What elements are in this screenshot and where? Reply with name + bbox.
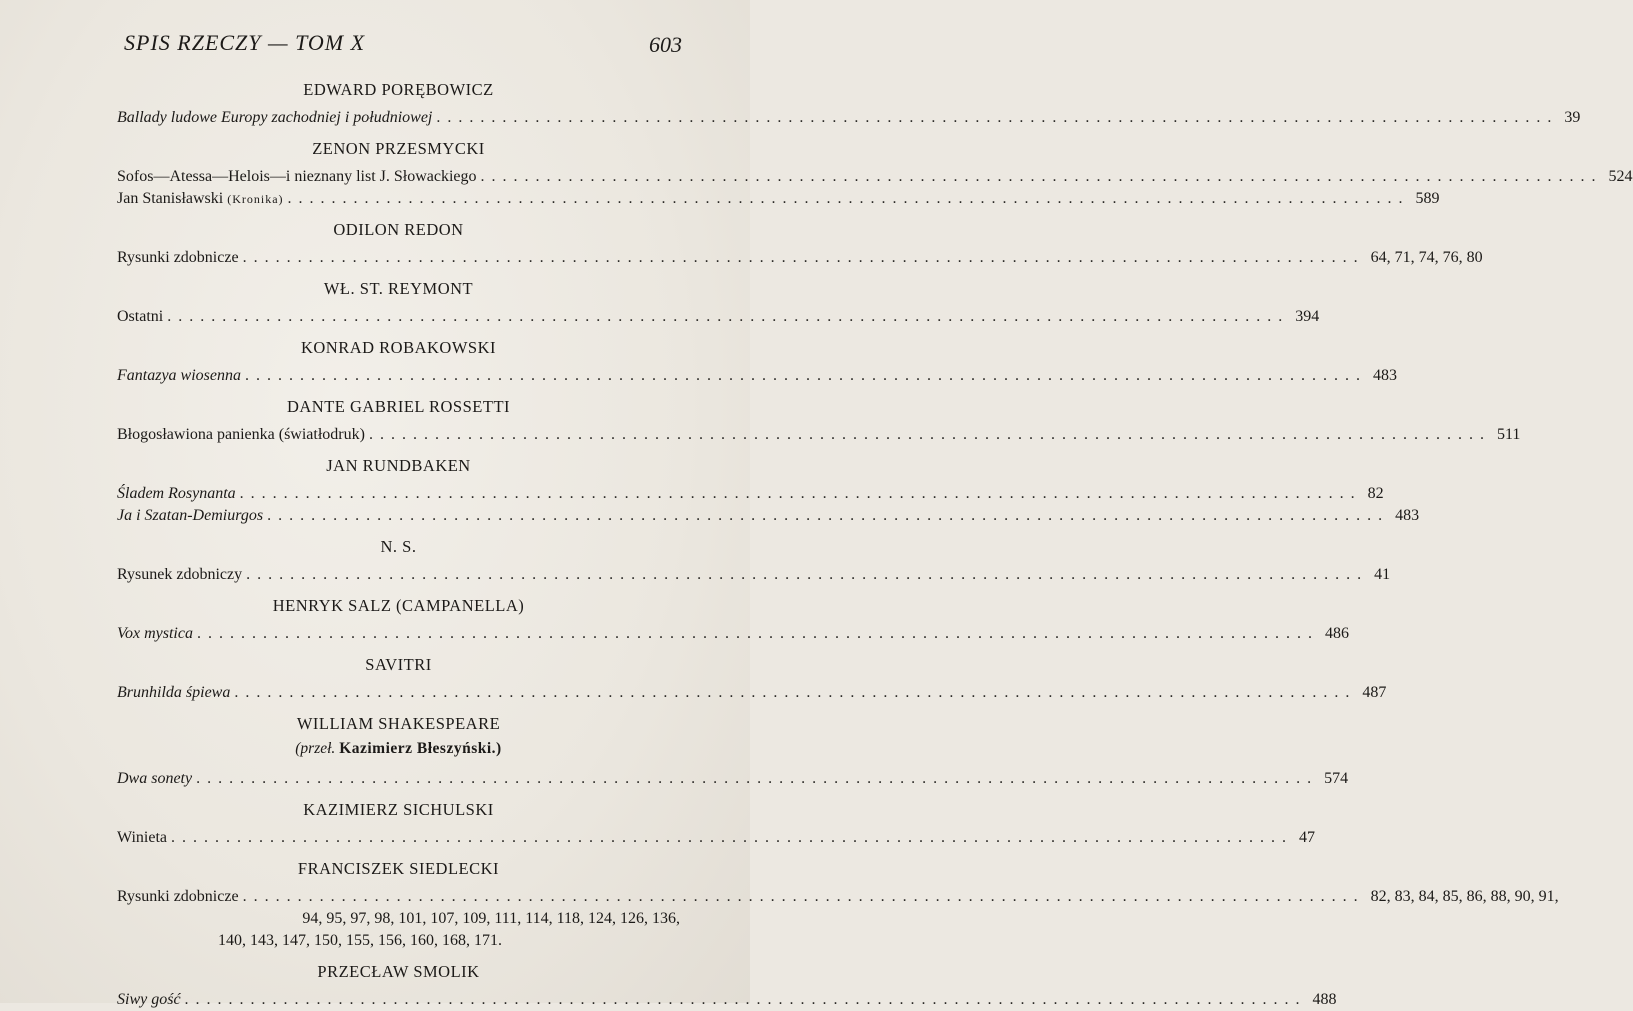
toc-entry: [117, 989, 1337, 1011]
entry-pages: 483: [1395, 507, 1420, 524]
entry-title: Rysunki zdobnicze: [117, 249, 239, 266]
author-heading: EDWARD PORĘBOWICZ: [303, 80, 494, 99]
entry-title: Dwa sonety: [117, 770, 193, 787]
dot-leader: ......................................................................................................: [196, 625, 1319, 642]
entry-title: Ja i Szatan-Demiurgos: [117, 507, 264, 524]
toc-entry: [117, 768, 1349, 790]
entry-pages: 483: [1373, 367, 1397, 384]
dot-leader: ......................................................................................................: [171, 829, 1293, 846]
pages-continuation: 140, 143, 147, 150, 155, 156, 160, 168, 171.: [218, 932, 502, 949]
author-heading: ZENON PRZESMYCKI: [312, 139, 485, 158]
toc-entry: [117, 166, 1633, 188]
author-heading: KAZIMIERZ SICHULSKI: [303, 800, 494, 819]
author-heading: DANTE GABRIEL ROSSETTI: [286, 397, 511, 416]
entry-title: Błogosławiona panienka (światłodruk): [117, 426, 365, 443]
entry-pages: 486: [1324, 625, 1349, 642]
author-heading: KONRAD ROBAKOWSKI: [300, 338, 497, 357]
toc-entry: [117, 365, 1397, 387]
toc-entry: [117, 827, 1315, 849]
translator-prefix: (przeł.: [295, 740, 336, 757]
toc-entry: [117, 107, 1581, 129]
entry-title: Siwy gość: [117, 991, 181, 1008]
translator-name: Kazimierz Błeszyński.): [339, 740, 502, 757]
dot-leader: ......................................................................................................: [436, 109, 1559, 126]
entry-title: Rysunek zdobniczy: [117, 566, 243, 583]
toc-entry: [117, 424, 1521, 446]
toc-entry: [117, 483, 1384, 505]
page-number: 603: [649, 32, 682, 57]
author-heading: SAVITRI: [365, 655, 432, 674]
dot-leader: ......................................................................................................: [245, 367, 1367, 384]
entry-title: Sofos—Atessa—Helois—i nieznany list J. Słowackiego: [117, 168, 477, 185]
dot-leader: ......................................................................................................: [184, 991, 1307, 1008]
pages-continuation: 94, 95, 97, 98, 101, 107, 109, 111, 114, 118, 124, 126, 136,: [302, 910, 680, 927]
dot-leader: ......................................................................................................: [480, 168, 1603, 185]
dot-leader: ......................................................................................................: [242, 888, 1365, 905]
dot-leader: ......................................................................................................: [239, 485, 1362, 502]
author-heading: JAN RUNDBAKEN: [326, 456, 471, 475]
entry-pages: 511: [1496, 426, 1521, 443]
toc-entry: [117, 682, 1387, 704]
entry-pages: 574: [1324, 770, 1349, 787]
entry-note: (Kronika): [227, 192, 284, 206]
entry-title: Śladem Rosynanta: [117, 485, 236, 502]
entry-pages: 64, 71, 74, 76, 80: [1370, 249, 1483, 266]
entry-pages: 82: [1367, 485, 1384, 502]
author-heading: HENRYK SALZ (CAMPANELLA): [272, 596, 525, 615]
entry-pages: 589: [1415, 190, 1440, 207]
entry-title: Ballady ludowe Europy zachodniej i południowej: [117, 109, 433, 126]
dot-leader: ......................................................................................................: [368, 426, 1491, 443]
dot-leader: ......................................................................................................: [267, 507, 1390, 524]
toc-entry: [117, 886, 1559, 908]
running-head: [124, 30, 682, 62]
author-heading: WILLIAM SHAKESPEARE: [296, 714, 501, 733]
dot-leader: ......................................................................................................: [246, 566, 1369, 583]
entry-pages: 41: [1374, 566, 1391, 583]
dot-leader: ......................................................................................................: [234, 684, 1357, 701]
author-heading: ODILON REDON: [333, 220, 464, 239]
dot-leader: ......................................................................................................: [167, 308, 1290, 325]
translator-line: [117, 738, 680, 760]
dot-leader: ......................................................................................................: [242, 249, 1365, 266]
entry-title: Jan Stanisławski: [117, 190, 224, 207]
entry-title: Brunhilda śpiewa: [117, 684, 231, 701]
entry-pages: 488: [1312, 991, 1337, 1008]
running-head-title: SPIS RZECZY — TOM X: [124, 30, 366, 55]
entry-pages: 487: [1362, 684, 1387, 701]
entry-title: Ostatni: [117, 308, 164, 325]
dot-leader: ......................................................................................................: [287, 190, 1410, 207]
table-of-contents: [117, 79, 1633, 1011]
entry-title: Fantazya wiosenna: [117, 367, 241, 384]
toc-entry: [117, 188, 1440, 210]
entry-pages: 394: [1295, 308, 1320, 325]
toc-entry: [117, 505, 1420, 527]
entry-pages: 39: [1564, 109, 1581, 126]
toc-entry: [117, 247, 1483, 269]
entry-pages: 47: [1299, 829, 1315, 846]
dot-leader: ......................................................................................................: [196, 770, 1319, 787]
author-heading: PRZECŁAW SMOLIK: [317, 962, 480, 981]
author-heading: FRANCISZEK SIEDLECKI: [297, 859, 500, 878]
entry-pages: 82, 83, 84, 85, 86, 88, 90, 91,: [1370, 888, 1559, 905]
entry-title: Winieta: [117, 829, 167, 846]
entry-title: Rysunki zdobnicze: [117, 888, 239, 905]
toc-entry: [117, 306, 1320, 328]
entry-title-wrap: [117, 188, 284, 210]
toc-entry: [117, 623, 1349, 645]
toc-entry: [117, 564, 1391, 586]
author-heading: WŁ. ST. REYMONT: [323, 279, 474, 298]
entry-pages: 524: [1608, 168, 1633, 185]
entry-title: Vox mystica: [117, 625, 193, 642]
author-heading: N. S.: [380, 537, 417, 556]
